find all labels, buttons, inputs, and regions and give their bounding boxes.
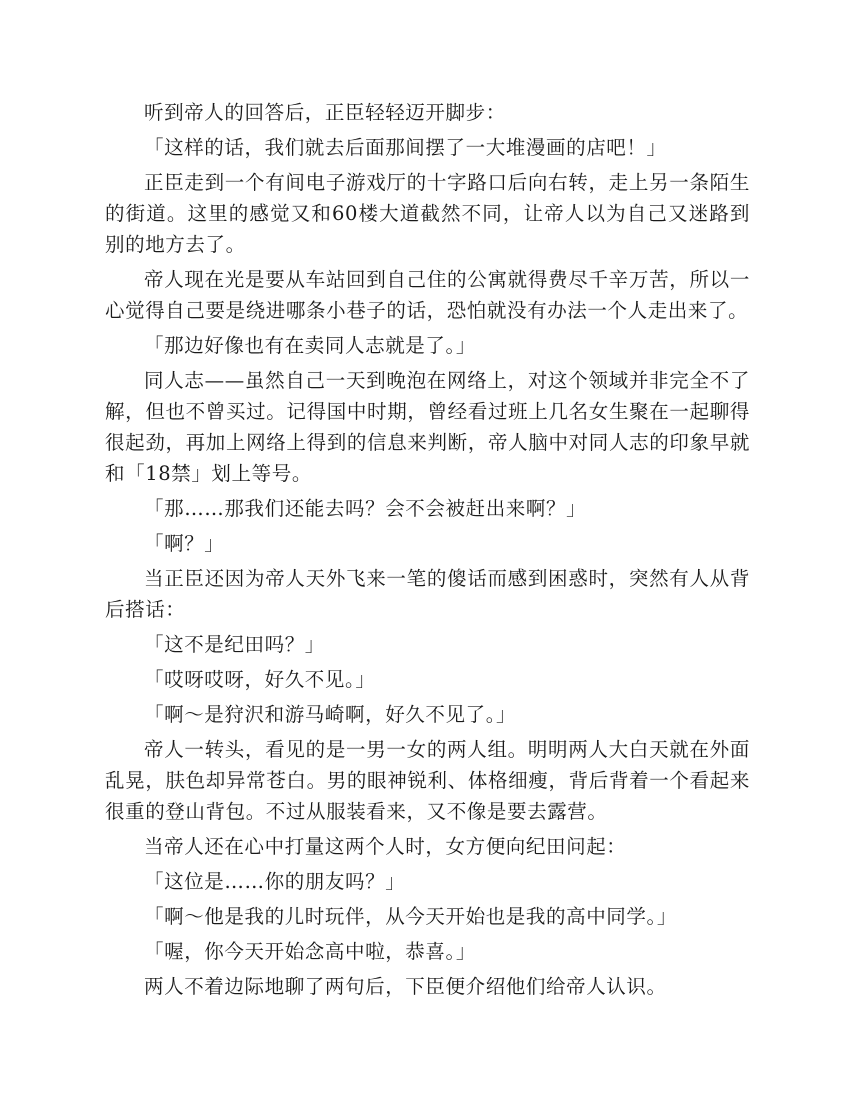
- paragraph: 「啊～是狩沢和游马崎啊，好久不见了。」: [144, 703, 517, 726]
- paragraph: 正臣走到一个有间电子游戏厅的十字路口后向右转，走上另一条陌生的街道。这里的感觉又和60楼大道截然不同，让帝人以为自己又迷路到别的地方去了。: [105, 171, 750, 256]
- paragraph: 听到帝人的回答后，正臣轻轻迈开脚步：: [144, 101, 506, 124]
- paragraph: 帝人一转头，看见的是一男一女的两人组。明明两人大白天就在外面乱晃，肤色却异常苍白。男的眼神锐利、体格细瘦，背后背着一个看起来很重的登山背包。不过从服装看来，又不像是要去露营。: [105, 738, 750, 823]
- paragraph: 当帝人还在心中打量这两个人时，女方便向纪田问起：: [144, 835, 627, 858]
- paragraph: 「喔，你今天开始念高中啦，恭喜。」: [144, 940, 476, 963]
- paragraph: 当正臣还因为帝人天外飞来一笔的傻话而感到困惑时，突然有人从背后搭话：: [105, 567, 750, 621]
- paragraph: 「啊～他是我的儿时玩伴，从今天开始也是我的高中同学。」: [144, 905, 677, 928]
- paragraph: 「这样的话，我们就去后面那间摆了一大堆漫画的店吧！」: [144, 136, 667, 159]
- paragraph: 帝人现在光是要从车站回到自己住的公寓就得费尽千辛万苦，所以一心觉得自己要是绕进哪条小巷子的话，恐怕就没有办法一个人走出来了。: [105, 268, 750, 322]
- paragraph: 「那……那我们还能去吗？会不会被赶出来啊？」: [144, 497, 587, 520]
- paragraph: 「那边好像也有在卖同人志就是了。」: [144, 334, 476, 357]
- paragraph: 两人不着边际地聊了两句后，下臣便介绍他们给帝人认识。: [144, 975, 667, 998]
- paragraph: 「这位是……你的朋友吗？」: [144, 870, 406, 893]
- paragraph: 「这不是纪田吗？」: [144, 633, 325, 656]
- paragraph: 同人志——虽然自己一天到晚泡在网络上，对这个领域并非完全不了解，但也不曾买过。记得国中时期，曾经看过班上几名女生聚在一起聊得很起劲，再加上网络上得到的信息来判断，帝人脑中对同人志的印象早就和「18禁」划上等号。: [105, 369, 750, 485]
- paragraph: 「哎呀哎呀，好久不见。」: [144, 668, 376, 691]
- body-text: [105, 97, 750, 1006]
- paragraph: 「啊？」: [144, 532, 225, 555]
